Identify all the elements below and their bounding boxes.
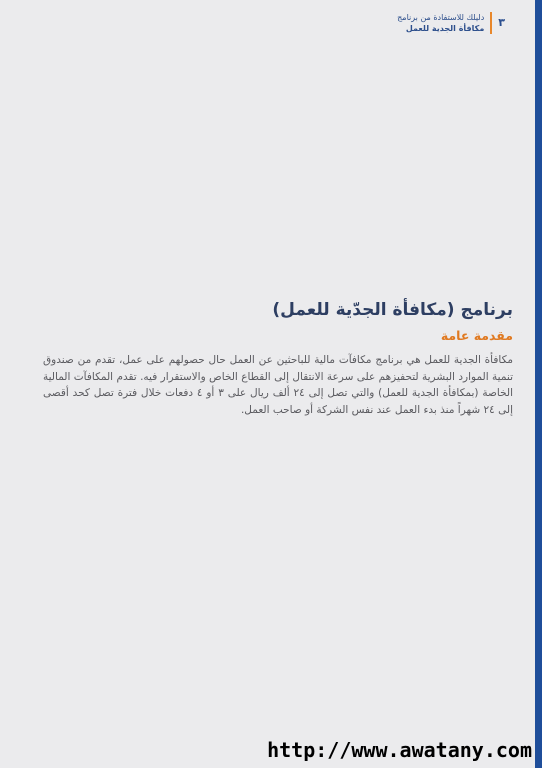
page-header (397, 12, 505, 34)
section-paragraph: مكافأة الجدية للعمل هي برنامج مكافآت مالية للباحثين عن العمل حال حصولهم على عمل، تقدم من صندوق تنمية الموارد البشرية لتحفيزهم على سرعة الانتقال إلى القطاع الخاص والاستقرار فيه. تقدم المكافآت المالية الخاصة (بمكافأة الجدية للعمل) والتي تصل إلى ٢٤ ألف ريال على ٣ أو ٤ دفعات خلال فترة تصل كحد أقصى إلى ٢٤ شهراً منذ بدء العمل عند نفس الشركة أو صاحب العمل. (43, 354, 513, 416)
watermark-url: http://www.awatany.com (267, 738, 532, 762)
page-number: ٣ (490, 12, 505, 34)
header-text (397, 12, 484, 34)
header-guide-text: دليلك للاستفادة من برنامج (397, 13, 485, 22)
main-content (43, 298, 513, 418)
section-title: برنامج (مكافأة الجدّية للعمل) (272, 300, 513, 320)
right-accent-bar (535, 0, 542, 768)
section-subtitle: مقدمة عامة (440, 328, 513, 343)
header-program-name: مكافأة الجدية للعمل (405, 24, 485, 33)
